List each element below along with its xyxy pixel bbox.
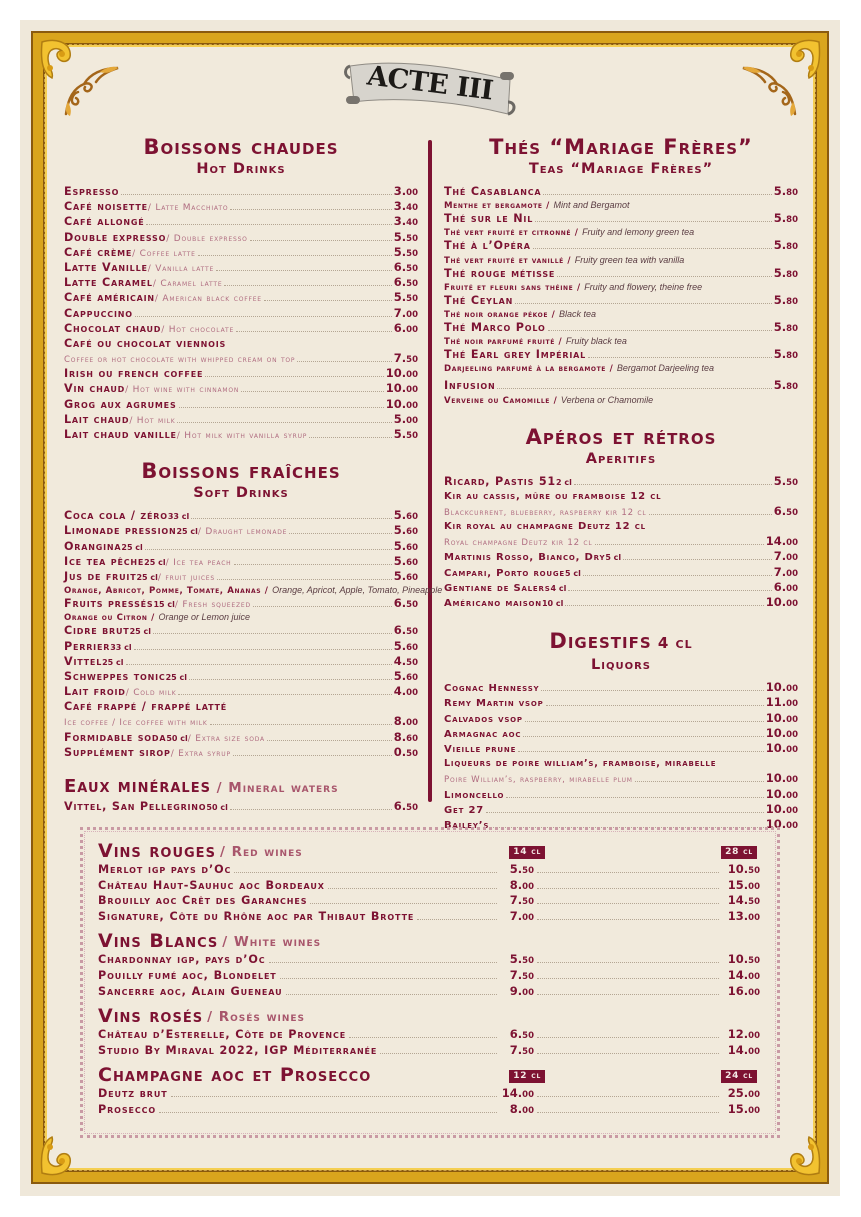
menu-item-desc: Poire William’s, raspberry, mirabelle plum 10.00 xyxy=(444,771,798,786)
menu-item: Double expresso / Double expresso 5.50 xyxy=(64,229,418,244)
digestifs-list xyxy=(444,680,798,832)
menu-item-desc: Thé vert fruité et citronné / Fruity and lemony green tea xyxy=(444,227,695,239)
section-title-teas: Thés “Mariage Frères” xyxy=(489,135,753,159)
left-column xyxy=(64,134,443,814)
menu-item: Cidre brut 25 cl 6.50 xyxy=(64,623,418,638)
act-banner xyxy=(340,56,520,120)
volume-badge: 28 cl xyxy=(721,846,757,859)
wine-row: Château d’Esterelle, Côte de Provence 6.50 12.00 xyxy=(98,1027,760,1042)
menu-item-desc: Thé noir orange pékoe / Black tea xyxy=(444,308,596,320)
menu-item: Américano maison 10 cl 10.00 xyxy=(444,595,798,610)
volume-badge: 14 cl xyxy=(509,846,545,859)
menu-item: Get 27 10.00 xyxy=(444,801,798,816)
menu-item: Thé Earl grey Impérial 5.80 xyxy=(444,347,798,362)
menu-item: Ice tea pêche 25 cl / Ice tea peach 5.60 xyxy=(64,553,418,568)
menu-item: Vin chaud / Hot wine with cinnamon 10.00 xyxy=(64,381,418,396)
hot-drinks-list xyxy=(64,184,418,442)
menu-item: Latte Vanille / Vanilla latte 6.50 xyxy=(64,259,418,274)
wine-row: Brouilly aoc Crêt des Garanches 7.50 14.50 xyxy=(98,893,760,908)
banner-title: ACTE III xyxy=(365,60,495,107)
menu-item: Latte Caramel / Caramel latte 6.50 xyxy=(64,275,418,290)
menu-item: Limoncello 10.00 xyxy=(444,786,798,801)
menu-item: Fruits pressés 15 cl / Fresh squeezed 6.50 xyxy=(64,596,418,611)
section-title-mineral-waters: Eaux minérales / Mineral waters xyxy=(64,776,339,798)
menu-item-name: Café frappé / frappé latté xyxy=(64,700,228,714)
volume-badge: 12 cl xyxy=(509,1070,545,1083)
menu-item: Lait froid / Cold milk 4.00 xyxy=(64,684,418,699)
menu-item: Orangina 25 cl 5.60 xyxy=(64,538,418,553)
menu-item: Supplément sirop / Extra syrup 0.50 xyxy=(64,744,418,759)
menu-item: Lait chaud / Hot milk 5.00 xyxy=(64,411,418,426)
section-title-aperitifs: Apéros et rétros xyxy=(525,424,717,449)
menu-item: Café américain / American black coffee 5.50 xyxy=(64,290,418,305)
menu-item: Campari, Porto rouge 5 cl 7.00 xyxy=(444,564,798,579)
menu-item: Chocolat chaud / Hot chocolate 6.00 xyxy=(64,320,418,335)
menu-item-desc: Coffee or hot chocolate with whipped cream on top 7.50 xyxy=(64,351,418,366)
teas-list xyxy=(444,184,798,406)
menu-item-name: Kir royal au champagne Deutz 12 cl xyxy=(444,521,646,533)
wine-row: Studio By Miraval 2022, IGP Méditerranée 7.50 14.00 xyxy=(98,1042,760,1057)
menu-item: Perrier 33 cl 5.60 xyxy=(64,638,418,653)
menu-item-desc: Darjeeling parfumé à la bergamote / Bergamot Darjeeling tea xyxy=(444,363,714,375)
section-subtitle-soft-drinks: Soft Drinks xyxy=(193,485,289,502)
menu-item-note: Orange, Abricot, Pomme, Tomate, Ananas / Orange, Apricot, Apple, Tomato, Pineapple xyxy=(64,585,443,597)
menu-item: Vieille prune 10.00 xyxy=(444,740,798,755)
wine-row: Deutz brut 14.00 25.00 xyxy=(98,1086,760,1101)
menu-item-desc: Royal champagne Deutz kir 12 cl 14.00 xyxy=(444,534,798,549)
menu-item: Vittel, San Pellegrino 50 cl 6.50 xyxy=(64,799,418,814)
menu-item-desc: Verveine ou Camomille / Verbena or Chamomile xyxy=(444,394,654,406)
menu-item: Grog aux agrumes 10.00 xyxy=(64,396,418,411)
menu-item: Calvados vsop 10.00 xyxy=(444,710,798,725)
menu-item-name: Liqueurs de poire william’s, framboise, mirabelle xyxy=(444,758,717,770)
menu-item-note: Orange ou Citron / Orange or Lemon juice xyxy=(64,612,251,624)
menu-item: Espresso 3.00 xyxy=(64,184,418,198)
wine-row: Château Haut-Sauhuc aoc Bordeaux 8.00 15.00 xyxy=(98,877,760,892)
menu-item-desc: Blackcurrent, blueberry, raspberry kir 12 cl 6.50 xyxy=(444,503,798,518)
corner-ornament-icon xyxy=(38,1133,82,1177)
right-column xyxy=(444,134,798,832)
menu-item-desc: Thé noir parfumé fruité / Fruity black tea xyxy=(444,336,627,348)
menu-item: Martinis Rosso, Bianco, Dry 5 cl 7.00 xyxy=(444,549,798,564)
section-subtitle-aperitifs: Aperitifs xyxy=(585,450,657,467)
flourish-icon xyxy=(60,58,122,120)
wine-heading-rose: Vins rosés / Rosés wines xyxy=(98,1005,306,1028)
wine-heading-white: Vins Blancs / White wines xyxy=(98,930,322,953)
menu-item: Irish ou french coffee 10.00 xyxy=(64,366,418,381)
corner-ornament-icon xyxy=(779,1133,823,1177)
soft-drinks-list xyxy=(64,508,443,760)
wine-row: Prosecco 8.00 15.00 xyxy=(98,1101,760,1116)
menu-item: Cappuccino 7.00 xyxy=(64,305,418,320)
wine-row: Pouilly fumé aoc, Blondelet 7.50 14.00 xyxy=(98,967,760,982)
menu-item: Infusion 5.80 xyxy=(444,378,798,393)
menu-item: Remy Martin vsop 11.00 xyxy=(444,695,798,710)
menu-item: Limonade pression 25 cl / Draught lemonade 5.60 xyxy=(64,523,418,538)
wines-section xyxy=(98,838,760,1118)
flourish-icon xyxy=(739,58,801,120)
menu-item-desc: Ice coffee / Ice coffee with milk 8.00 xyxy=(64,714,418,729)
menu-item: Cognac Hennessy 10.00 xyxy=(444,680,798,695)
wine-heading-champagne: Champagne aoc et Prosecco 12 cl 24 cl xyxy=(98,1064,760,1086)
wine-row: Chardonnay igp, pays d’Oc 5.50 10.50 xyxy=(98,952,760,967)
menu-item: Thé Marco Polo 5.80 xyxy=(444,319,798,334)
menu-item: Formidable soda 50 cl / Extra size soda 8.60 xyxy=(64,729,418,744)
menu-item: Café noisette / Latte Macchiato 3.40 xyxy=(64,199,418,214)
menu-item: Gentiane de Salers 4 cl 6.00 xyxy=(444,579,798,594)
section-title-soft-drinks: Boissons fraîches xyxy=(141,459,341,484)
menu-item: Café crème / Coffee latte 5.50 xyxy=(64,244,418,259)
wine-row: Merlot igp pays d’Oc 5.50 10.50 xyxy=(98,862,760,876)
menu-item: Thé sur le Nil 5.80 xyxy=(444,211,798,226)
menu-item-desc: Thé vert fruité et vanillé / Fruity green tea with vanilla xyxy=(444,254,685,266)
menu-item: Coca cola / zéro 33 cl 5.60 xyxy=(64,508,418,523)
menu-item-desc: Menthe et bergamote / Mint and Bergamot xyxy=(444,200,630,212)
section-subtitle-digestifs: Liquors xyxy=(591,657,651,674)
volume-badge: 24 cl xyxy=(721,1070,757,1083)
menu-item: Café allongé 3.40 xyxy=(64,214,418,229)
menu-item-name: Café ou chocolat viennois xyxy=(64,336,227,350)
menu-item: Vittel 25 cl 4.50 xyxy=(64,653,418,668)
column-divider xyxy=(428,140,432,802)
section-title-hot-drinks: Boissons chaudes xyxy=(143,135,339,159)
aperitifs-list xyxy=(444,474,798,611)
menu-item: Thé Casablanca 5.80 xyxy=(444,184,798,198)
menu-item: Bailey’s 10.00 xyxy=(444,816,798,831)
wine-row: Sancerre aoc, Alain Gueneau 9.00 16.00 xyxy=(98,983,760,998)
menu-item: Thé à l’Opéra 5.80 xyxy=(444,238,798,253)
menu-item-name: Kir au cassis, mûre ou framboise 12 cl xyxy=(444,490,662,502)
menu-item: Jus de fruit 25 cl / fruit juices 5.60 xyxy=(64,568,418,583)
section-subtitle-teas: Teas “Mariage Frères” xyxy=(528,161,714,177)
menu-item: Lait chaud vanille / Hot milk with vanilla syrup 5.50 xyxy=(64,427,418,442)
wine-heading-red: Vins rouges / Red wines 14 cl 28 cl xyxy=(98,840,760,862)
menu-item: Thé rouge métisse 5.80 xyxy=(444,265,798,280)
section-title-digestifs: Digestifs 4 cl xyxy=(549,629,693,654)
menu-item: Ricard, Pastis 51 2 cl 5.50 xyxy=(444,473,798,488)
menu-item: Schweppes tonic 25 cl 5.60 xyxy=(64,668,418,683)
menu-item-desc: Fruité et fleuri sans théine / Fruity and flowery, theine free xyxy=(444,281,703,293)
section-subtitle-hot-drinks: Hot Drinks xyxy=(196,161,286,177)
wine-row: Signature, Côte du Rhône aoc par Thibaut Brotte 7.00 13.00 xyxy=(98,908,760,923)
menu-item: Thé Ceylan 5.80 xyxy=(444,292,798,307)
menu-item: Armagnac aoc 10.00 xyxy=(444,725,798,740)
